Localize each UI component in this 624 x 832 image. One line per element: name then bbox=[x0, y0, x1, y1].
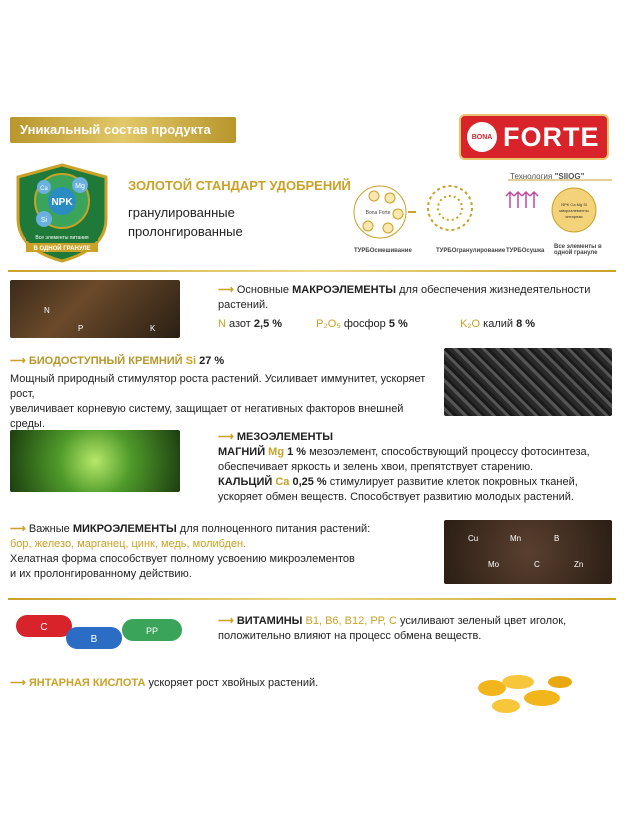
logo-bona-circle: BONA bbox=[467, 122, 497, 152]
macro-soil-image: N P K bbox=[10, 280, 180, 338]
granulated-line: гранулированные bbox=[128, 205, 235, 220]
meso-text: ⟶ МЕЗОЭЛЕМЕНТЫ МАГНИЙ Mg 1 % мезоэлемент, способствующий процессу фотосинтеза, обеспечивает яркость и зелень хвои, препятствует старению. КАЛЬЦИЙ Ca 0,25 % стимулирует развитие клеток покровных тканей, ускоряет обмен веществ. Способствует развитию молодых растений. bbox=[218, 431, 590, 503]
shield-line1: Все элементы питания bbox=[35, 235, 89, 241]
prolonged-line: пролонгированные bbox=[128, 224, 243, 239]
micro-text: ⟶ Важные МИКРОЭЛЕМЕНТЫ для полноценного питания растений: бор, железо, марганец, цинк, медь, молибден. Хелатная форма способствует полному усвоению микроэлементов и их пролонгированному действию. bbox=[10, 523, 371, 580]
npk-shield-emblem bbox=[14, 163, 110, 263]
svg-text:NPK Ca Mg Si: NPK Ca Mg Si bbox=[561, 202, 587, 207]
shield-line2: В ОДНОЙ ГРАНУЛЕ bbox=[33, 246, 91, 252]
macro-text: ⟶ Основные МАКРОЭЛЕМЕНТЫ для обеспечения жизнедеятельности растений. bbox=[218, 284, 591, 311]
ca-label: Ca bbox=[40, 186, 48, 192]
svg-text:янтарная: янтарная bbox=[565, 214, 583, 219]
tech-step-1: ТУРБОсмешивание bbox=[354, 248, 412, 254]
meso-cells-image bbox=[10, 430, 180, 492]
divider bbox=[8, 270, 616, 272]
gold-standard-heading: ЗОЛОТОЙ СТАНДАРТ УДОБРЕНИЙ bbox=[128, 178, 351, 193]
macro-values: N азот 2,5 % P₂O₅ фосфор 5 % K₂O калий 8 % bbox=[218, 318, 536, 330]
micro-hex-image: Cu Mn B Mo C Zn bbox=[444, 520, 612, 584]
svg-text:микроэлементы: микроэлементы bbox=[559, 208, 589, 213]
svg-text:B: B bbox=[90, 634, 98, 645]
svg-text:PP: PP bbox=[145, 626, 159, 636]
svg-text:C: C bbox=[40, 622, 48, 633]
granulated-text bbox=[128, 203, 243, 241]
silicon-heading: ⟶ БИОДОСТУПНЫЙ КРЕМНИЙ Si 27 % bbox=[10, 355, 225, 367]
section-banner: Уникальный состав продукта bbox=[10, 117, 236, 143]
logo-forte-text: FORTE bbox=[503, 121, 600, 152]
technology-label: Технология "SIIOG" bbox=[510, 172, 585, 181]
vitamins-text: ⟶ ВИТАМИНЫ В1, В6, В12, РР, С усиливают зеленый цвет иголок, положительно влияют на процесс обмена веществ. bbox=[218, 615, 567, 642]
bona-forte-mini: Bona Forte bbox=[365, 210, 391, 216]
succinic-text: ⟶ ЯНТАРНАЯ КИСЛОТА ускоряет рост хвойных растений. bbox=[10, 677, 319, 689]
mg-label: Mg bbox=[75, 183, 85, 190]
tech-step-4: Все элементы в одной грануле bbox=[554, 244, 602, 256]
amber-capsules-image bbox=[462, 668, 582, 720]
si-label: Si bbox=[40, 217, 48, 224]
tech-step-2: ТУРБОгранулирование bbox=[436, 248, 506, 254]
tech-step-3: ТУРБОсушка bbox=[506, 248, 545, 254]
vitamin-capsules bbox=[10, 605, 190, 663]
npk-label: NPK bbox=[51, 197, 73, 208]
silicon-text: Мощный природный стимулятор роста растений. Усиливает иммунитет, ускоряет рост, увеличивает корневую систему, защищает от негативных факторов внешней среды. bbox=[10, 373, 426, 430]
bona-forte-logo bbox=[459, 114, 609, 160]
silicon-granules-image bbox=[444, 348, 612, 416]
divider bbox=[8, 598, 616, 600]
